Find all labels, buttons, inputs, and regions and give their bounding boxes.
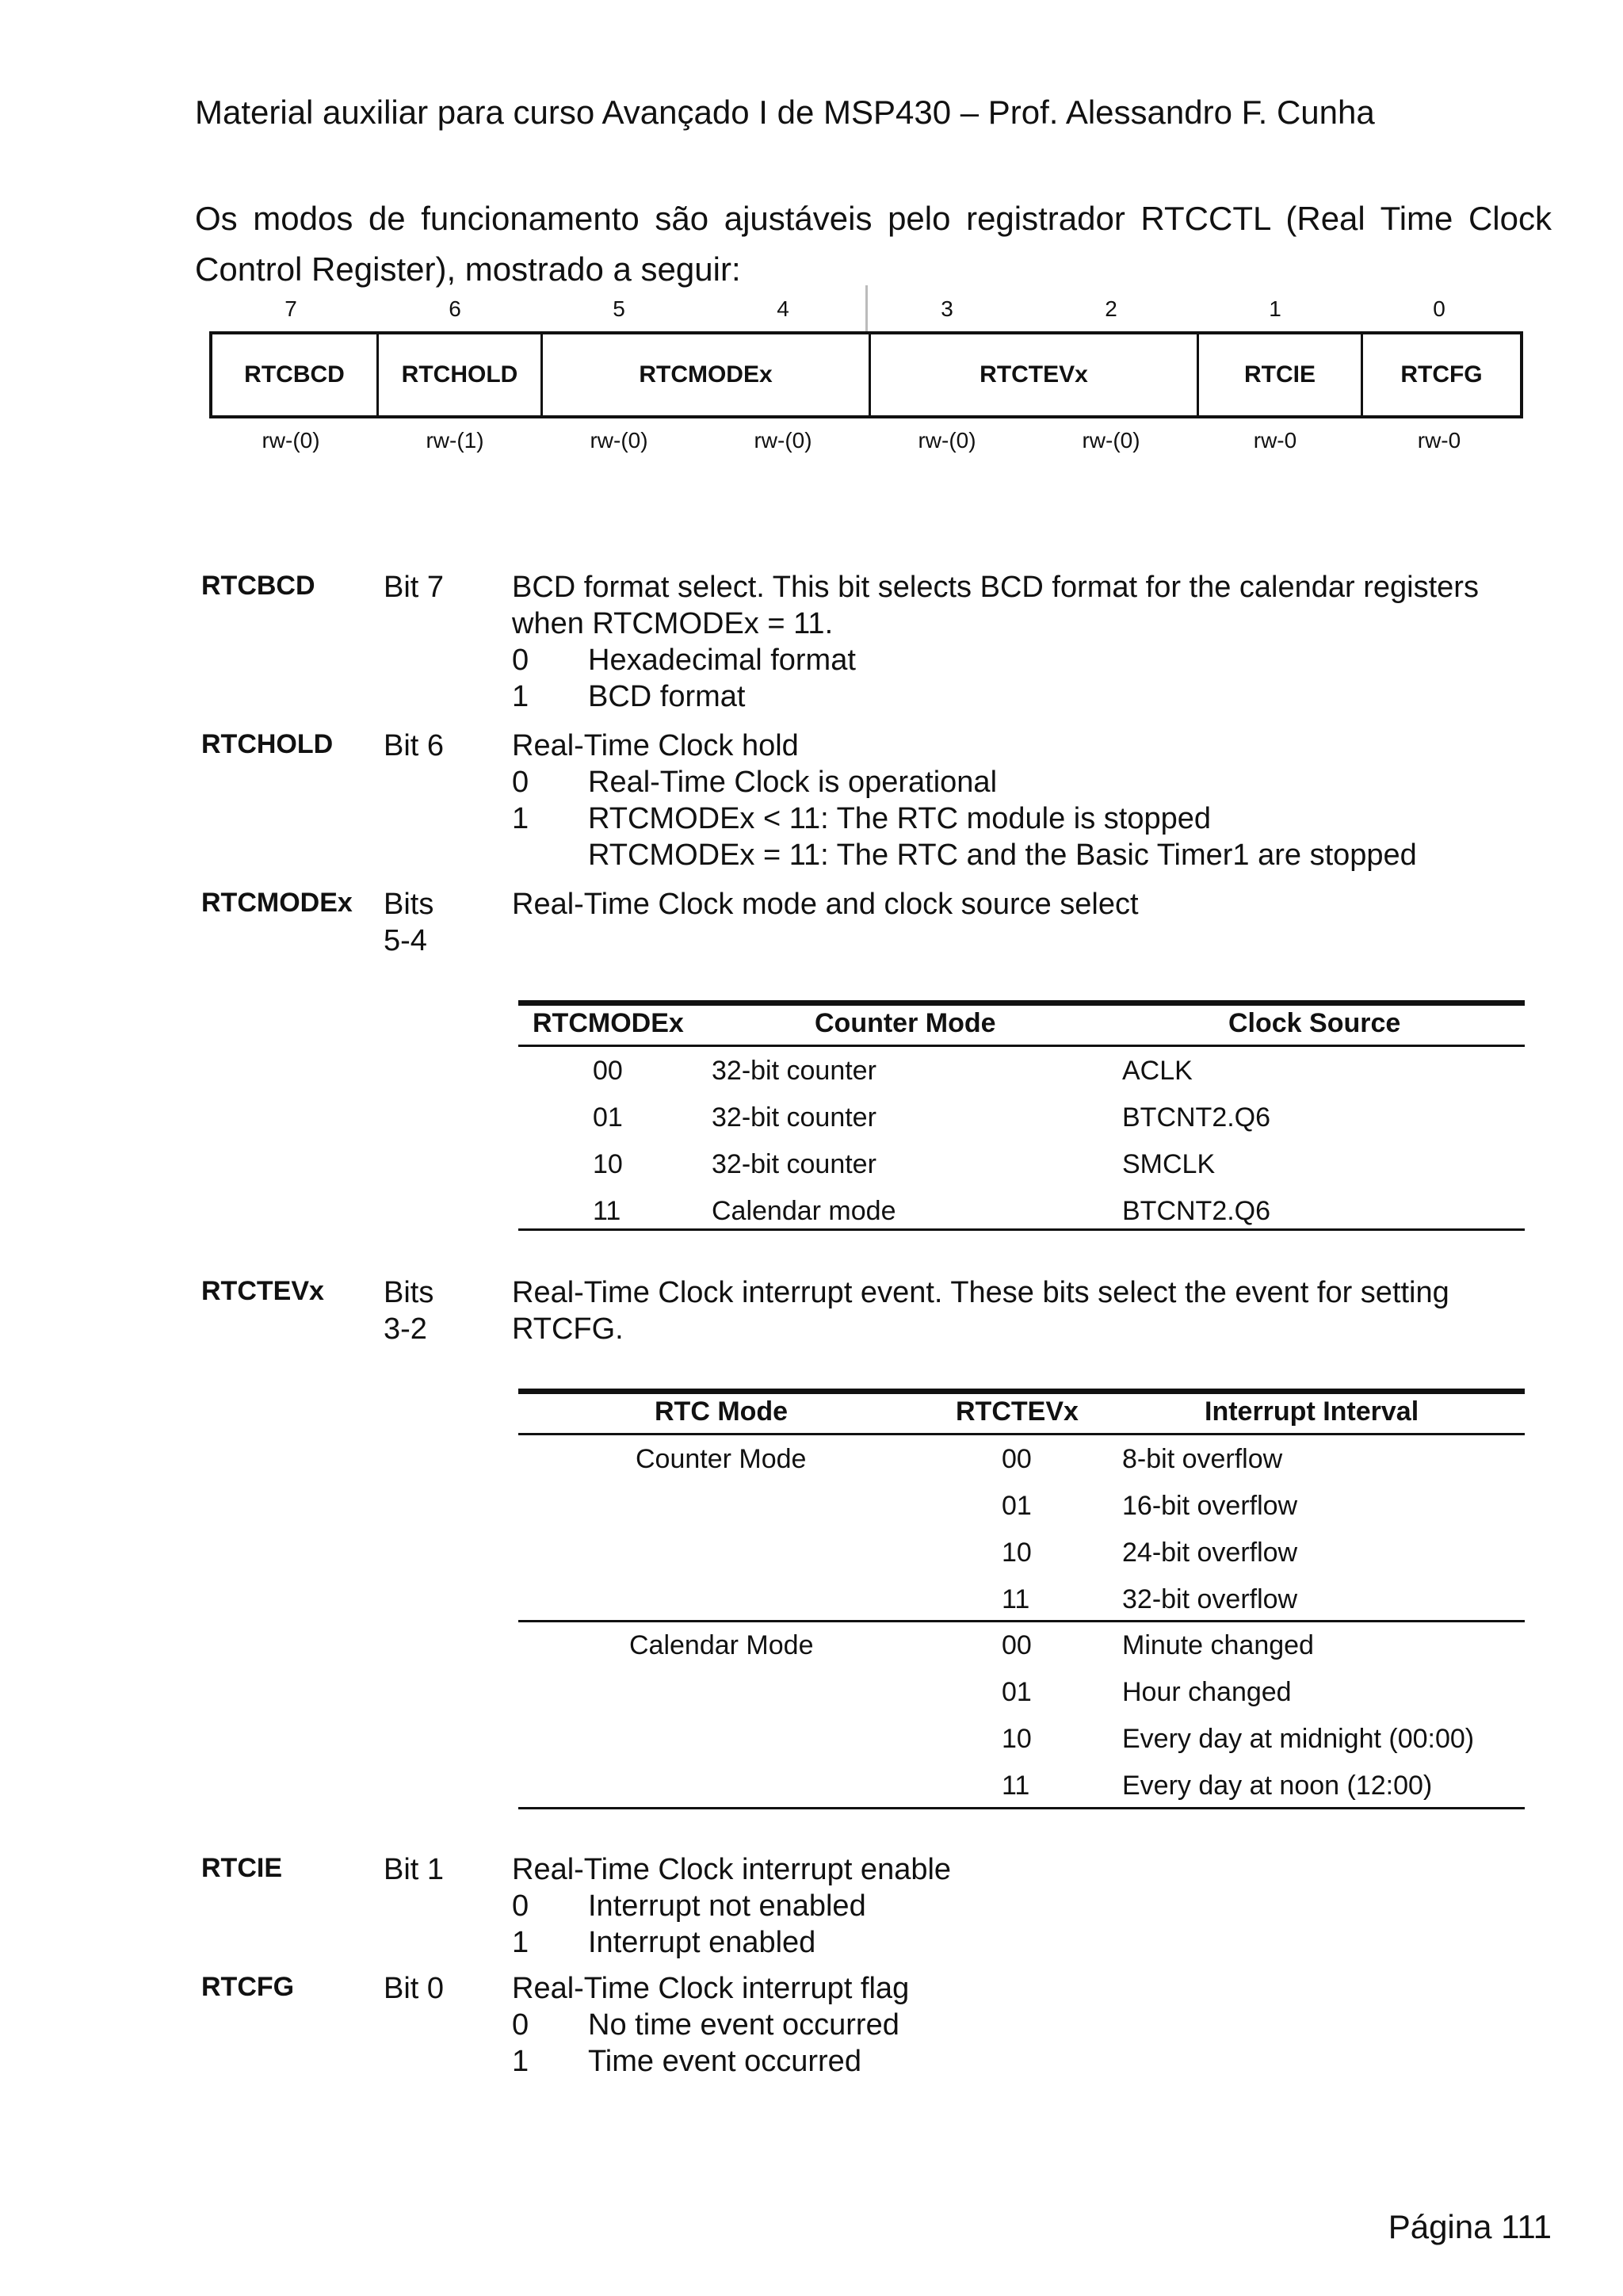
table-cell: Every day at midnight (00:00) [1122,1724,1475,1754]
table-top-rule [518,1389,1525,1394]
table-bottom-rule [518,1228,1525,1231]
access-bit-0: rw-0 [1417,428,1461,453]
bit-number-5: 5 [613,296,625,321]
option-value: 0 [512,2008,529,2042]
option-text: RTCMODEx = 11: The RTC and the Basic Timer1 are stopped [588,839,1417,872]
table-cell: 8-bit overflow [1122,1444,1283,1474]
access-bit-3: rw-(0) [918,428,976,453]
field-bits-rtchold: Bit 6 [384,729,445,762]
field-name-rtchold: RTCHOLD [201,729,334,759]
field-bits-rtcbcd: Bit 7 [384,571,445,604]
table-cell: BTCNT2.Q6 [1122,1196,1271,1226]
table-cell: 32-bit counter [712,1149,876,1179]
table-cell: 10 [1002,1538,1032,1568]
access-bit-6: rw-(1) [426,428,484,453]
field-rtcie: RTCIE [1197,334,1361,415]
table-cell: SMCLK [1122,1149,1216,1179]
table-group-rule [518,1620,1525,1622]
table-cell-mode: Counter Mode [636,1444,807,1474]
field-name-rtcmodex: RTCMODEx [201,888,353,918]
table-cell-mode: Calendar Mode [629,1630,814,1660]
nibble-divider [865,285,868,331]
table-header-rule [518,1433,1525,1435]
field-rtcfg: RTCFG [1361,334,1520,415]
table-top-rule [518,1000,1525,1006]
table-cell: 24-bit overflow [1122,1538,1298,1568]
field-bits-rtcmodex: Bits 5-4 [384,888,434,957]
option-text: Time event occurred [588,2045,861,2078]
option-text: RTCMODEx < 11: The RTC module is stopped [588,802,1212,835]
option-text: Interrupt enabled [588,1926,816,1959]
option-value: 1 [512,1926,529,1959]
register-rtcctl [209,331,1523,418]
field-rtcmodex: RTCMODEx [540,334,869,415]
field-desc-rtcbcd: BCD format select. This bit selects BCD format for the calendar registers when RTCMODEx = 11. [512,571,1479,640]
bit-number-7: 7 [285,296,297,321]
field-bits-rtctevx: Bits 3-2 [384,1276,434,1346]
option-text: No time event occurred [588,2008,899,2042]
field-desc-rtcfg: Real-Time Clock interrupt flag [512,1972,910,2005]
option-text: BCD format [588,680,746,713]
bit-number-0: 0 [1433,296,1445,321]
option-value: 1 [512,680,529,713]
page-number: Página 111 [1388,2208,1552,2245]
access-bit-4: rw-(0) [754,428,812,453]
table-cell: 01 [1002,1677,1032,1707]
table-bottom-rule [518,1807,1525,1809]
bit-number-1: 1 [1269,296,1281,321]
field-desc-rtctevx: Real-Time Clock interrupt event. These bits select the event for setting RTCFG. [512,1276,1449,1346]
bit-number-6: 6 [449,296,461,321]
table-cell: Minute changed [1122,1630,1314,1660]
table-cell: 01 [593,1102,623,1133]
option-value: 1 [512,802,529,835]
option-value: 0 [512,766,529,799]
table-header: RTCMODEx [533,1008,684,1038]
table-cell: 00 [1002,1444,1032,1474]
table-cell: Hour changed [1122,1677,1292,1707]
option-value: 0 [512,644,529,677]
table-cell: 32-bit counter [712,1102,876,1133]
table-header: RTCTEVx [956,1396,1079,1427]
table-cell: 10 [593,1149,623,1179]
field-name-rtcie: RTCIE [201,1853,282,1883]
bit-number-2: 2 [1105,296,1117,321]
table-cell: 11 [1002,1584,1030,1614]
table-cell: 01 [1002,1491,1032,1521]
intro-paragraph: Os modos de funcionamento são ajustáveis pelo registrador RTCCTL (Real Time Clock Control Register), mostrado a seguir: [195,200,1552,288]
field-desc-rtcie: Real-Time Clock interrupt enable [512,1853,952,1886]
option-text: Interrupt not enabled [588,1889,866,1923]
table-header: Counter Mode [815,1008,996,1038]
field-name-rtcbcd: RTCBCD [201,571,315,601]
page-header: Material auxiliar para curso Avançado I de MSP430 – Prof. Alessandro F. Cunha [195,94,1375,131]
table-cell: 00 [1002,1630,1032,1660]
field-rtcbcd: RTCBCD [244,361,345,388]
table-header-rule [518,1045,1525,1047]
table-cell: 10 [1002,1724,1032,1754]
table-cell: 32-bit overflow [1122,1584,1298,1614]
option-text: Real-Time Clock is operational [588,766,998,799]
access-bit-1: rw-0 [1253,428,1297,453]
bit-number-4: 4 [777,296,789,321]
access-bit-5: rw-(0) [590,428,648,453]
bit-number-3: 3 [941,296,953,321]
option-value: 0 [512,1889,529,1923]
table-cell: 11 [593,1196,621,1226]
table-header: Clock Source [1228,1008,1401,1038]
table-cell: Calendar mode [712,1196,896,1226]
table-header: Interrupt Interval [1205,1396,1419,1427]
field-name-rtctevx: RTCTEVx [201,1276,324,1306]
table-cell: 00 [593,1056,623,1086]
table-cell: 16-bit overflow [1122,1491,1298,1521]
table-cell: 11 [1002,1771,1030,1801]
field-desc-rtcmodex: Real-Time Clock mode and clock source select [512,888,1139,921]
field-bits-rtcfg: Bit 0 [384,1972,445,2005]
table-cell: ACLK [1122,1056,1193,1086]
access-bit-7: rw-(0) [262,428,320,453]
field-rtchold: RTCHOLD [376,334,540,415]
table-header: RTC Mode [655,1396,789,1427]
table-cell: Every day at noon (12:00) [1122,1771,1433,1801]
field-name-rtcfg: RTCFG [201,1972,295,2002]
table-cell: BTCNT2.Q6 [1122,1102,1271,1133]
field-bits-rtcie: Bit 1 [384,1853,445,1886]
field-rtctevx: RTCTEVx [869,334,1197,415]
access-bit-2: rw-(0) [1082,428,1140,453]
option-text: Hexadecimal format [588,644,856,677]
table-cell: 32-bit counter [712,1056,876,1086]
option-value: 1 [512,2045,529,2078]
field-desc-rtchold: Real-Time Clock hold [512,729,799,762]
